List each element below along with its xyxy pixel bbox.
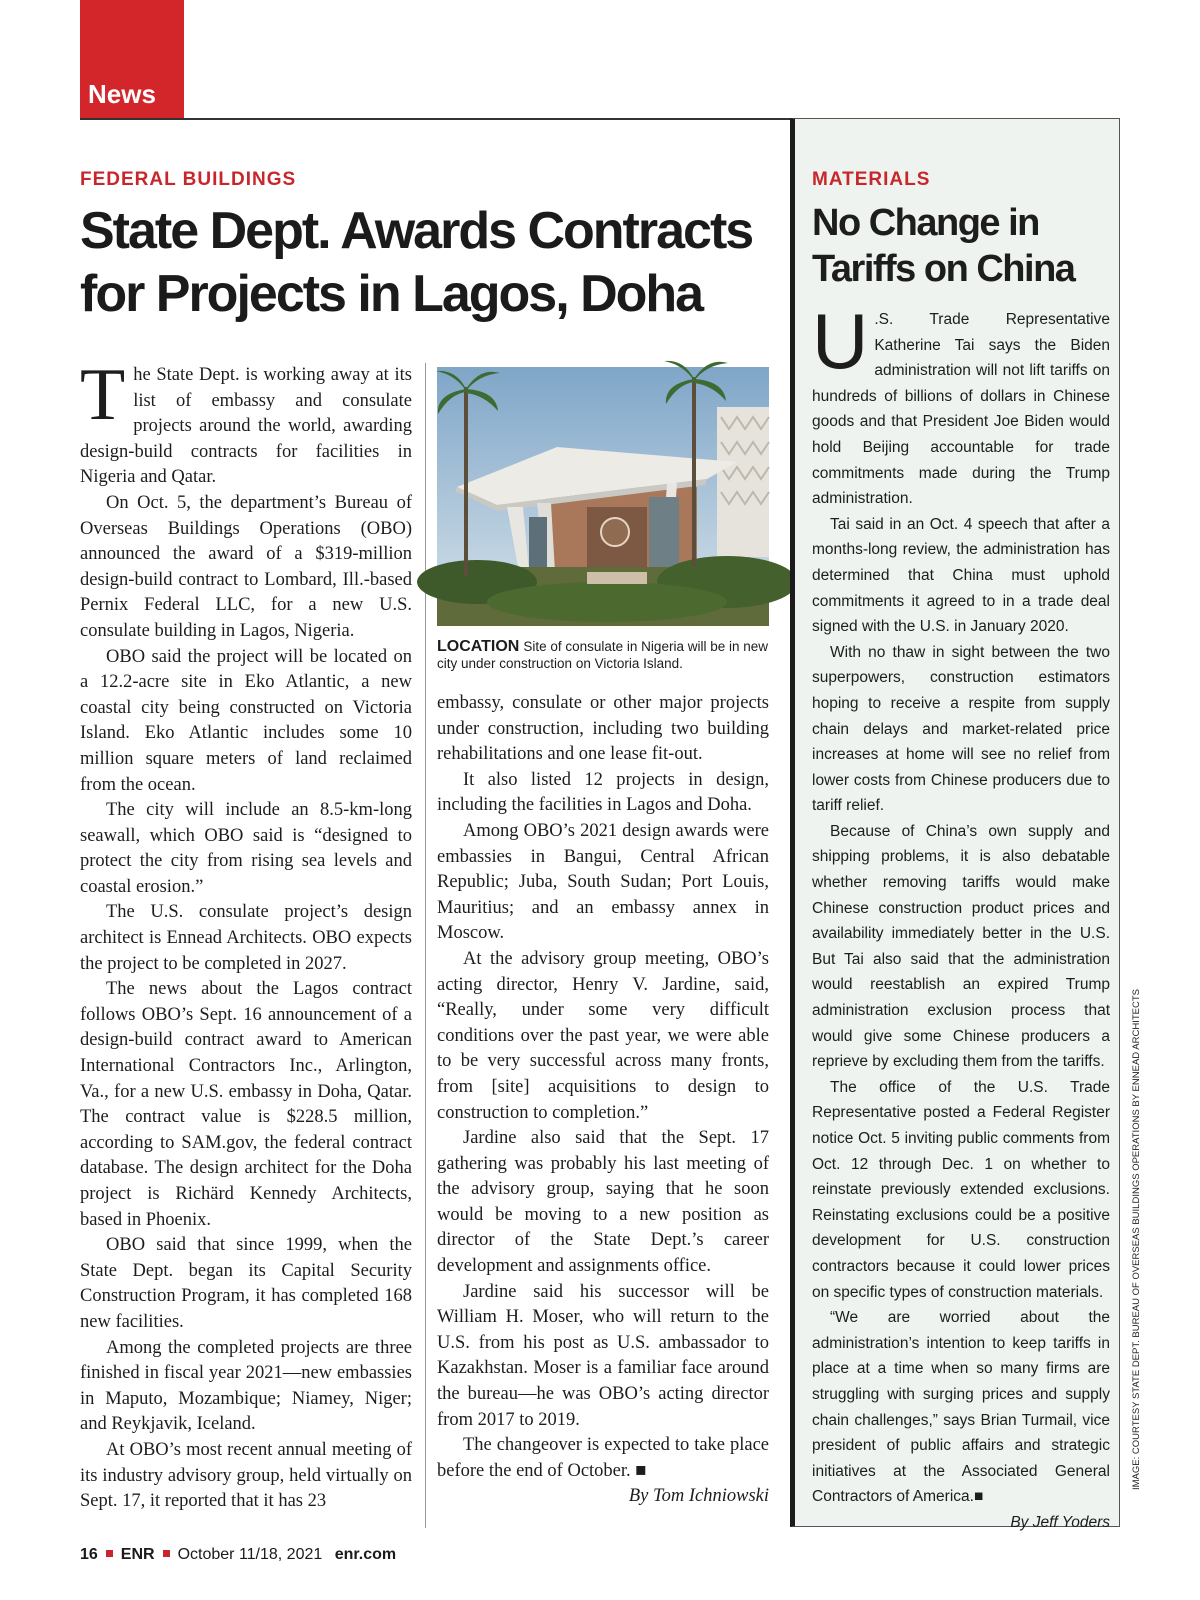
image-credit bbox=[1131, 989, 1143, 1490]
section-tab bbox=[80, 0, 184, 118]
main-byline: By Tom Ichniowski bbox=[628, 1486, 769, 1507]
dropcap: T bbox=[80, 354, 126, 436]
article-paragraph: At OBO’s most recent annual meeting of its industry advisory group, held virtually on Sept. 17, it reported that it has 23 bbox=[80, 1439, 412, 1512]
sidebar-paragraph: The office of the U.S. Trade Representative posted a Federal Register notice Oct. 5 inviting public comments from Oct. 12 through Dec. 1 on whether to reinstate previously extended exclusions. Reinstating exclusions could be a positive development for U.S. construction contractors because it could lower prices on specific types of construction materials. bbox=[812, 1078, 1110, 1301]
sidebar-byline: By Jeff Yoders bbox=[1010, 1513, 1110, 1531]
consulate-rendering-photo bbox=[437, 367, 769, 626]
page-number: 16 bbox=[80, 1546, 98, 1563]
article-paragraph: OBO said that since 1999, when the State Dept. began its Capital Security Construction Program, it has completed 168 new facilities. bbox=[80, 1235, 412, 1332]
sidebar-headline: No Change in Tariffs on China bbox=[812, 202, 1075, 290]
website-link[interactable]: enr.com bbox=[334, 1546, 397, 1563]
article-paragraph: The news about the Lagos contract follows OBO’s Sept. 16 announcement of a design-build contract award to American International Contractors Inc., Arlington, Va., for a new U.S. embassy in Doha, Qatar. The contract value is $228.5 million, according to SAM.gov, the federal contract database. The design architect for the Doha project is Richärd Kennedy Architects, based in Phoenix. bbox=[80, 979, 412, 1230]
article-paragraph: Among the completed projects are three finished in fiscal year 2021—new embassies in Maputo, Mozambique; Niamey, Niger; and Reykjavik, Iceland. bbox=[80, 1337, 412, 1435]
folio-separator bbox=[106, 1550, 113, 1557]
section-tab-label: News bbox=[88, 79, 156, 109]
issue-date: October 11/18, 2021 bbox=[177, 1546, 323, 1563]
main-kicker: FEDERAL BUILDINGS bbox=[80, 169, 297, 190]
article-column-2 bbox=[437, 691, 769, 1534]
article-column-1 bbox=[80, 354, 412, 1528]
article-paragraph: At the advisory group meeting, OBO’s acting director, Henry V. Jardine, said, “Really, under some very difficult conditions over the past year, we were able to be very successful across many fronts, from [site] acquisitions to design to construction to completion.” bbox=[437, 948, 769, 1123]
image-credit-text: IMAGE: COURTESY STATE DEPT. BUREAU OF OVERSEAS BUILDINGS OPERATIONS BY ENNEAD ARCHITECTS bbox=[1131, 989, 1142, 1490]
article-paragraph: The city will include an 8.5-km-long seawall, which OBO said is “designed to protect the city from rising sea levels and coastal erosion.” bbox=[80, 800, 412, 897]
article-paragraph: Among OBO’s 2021 design awards were embassies in Bangui, Central African Republic; Juba, South Sudan; Port Louis, Mauritius; and an embassy annex in Moscow. bbox=[437, 820, 769, 944]
article-paragraph: Jardine also said that the Sept. 17 gathering was probably his last meeting of the advisory group, saying that he soon would be moving to a new position as director of the State Dept.’s career development and assignments office. bbox=[437, 1128, 769, 1277]
sidebar-paragraph: Tai said in an Oct. 4 speech that after a months-long review, the administration has determined that China must uphold commitments it agreed to in a trade deal signed with the U.S. in January 2020. bbox=[812, 515, 1110, 636]
sidebar-paragraph: Because of China’s own supply and shipping problems, it is also debatable whether removing tariffs would make Chinese construction product prices and availability immediately better in the U.S. But Tai also said that the administration would reestablish an expired Trump administration exclusion process that would give some Chinese producers a reprieve by excluding them from the tariffs. bbox=[812, 822, 1110, 1071]
article-paragraph: On Oct. 5, the department’s Bureau of Overseas Buildings Operations (OBO) announced the award of a $319-million design-build contract to Lombard, Ill.-based Pernix Federal LLC, for a new U.S. consulate building in Lagos, Nigeria. bbox=[80, 492, 412, 641]
sidebar-dropcap: U bbox=[812, 297, 869, 385]
article-paragraph: OBO said the project will be located on a 12.2-acre site in Eko Atlantic, a new coastal city being constructed on Victoria Island. Eko Atlantic includes some 10 million square meters of land reclaimed from the ocean. bbox=[80, 646, 412, 795]
photo-caption bbox=[437, 638, 777, 672]
sidebar-column bbox=[812, 297, 1110, 1531]
page-folio bbox=[80, 1546, 396, 1564]
article-paragraph: It also listed 12 projects in design, including the facilities in Lagos and Doha. bbox=[437, 769, 769, 816]
sidebar-paragraph: With no thaw in sight between the two superpowers, construction estimators hoping to receive a respite from supply chain delays and market-related price increases at home will see no relief from lower costs from Chinese producers due to tariff relief. bbox=[812, 643, 1110, 815]
photo-caption-text: Site of consulate in Nigeria will be in new city under construction on Victoria Island. bbox=[437, 639, 768, 671]
sidebar-paragraph: “We are worried about the administration’s intention to keep tariffs in place at a time when so many firms are struggling with surging prices and supply chain challenges,” says Brian Turmail, vice president of public affairs and strategic initiatives at the Associated General Contractors of America.■ bbox=[812, 1309, 1110, 1506]
article-paragraph: Jardine said his successor will be William H. Moser, who will return to the U.S. from his post as U.S. ambassador to Kazakhstan. Moser is a familiar face around the bureau—he was OBO’s acting director from 2017 to 2019. bbox=[437, 1281, 769, 1430]
sidebar-kicker: MATERIALS bbox=[812, 169, 931, 190]
article-paragraph: The U.S. consulate project’s design architect is Ennead Architects. OBO expects the project to be completed in 2027. bbox=[80, 902, 412, 974]
article-paragraph: The State Dept. is working away at its list of embassy and consulate projects around the world, awarding design-build contracts for facilities in Nigeria and Qatar. bbox=[80, 354, 412, 488]
column-divider bbox=[425, 363, 426, 1528]
article-paragraph: The changeover is expected to take place before the end of October. ■ bbox=[437, 1435, 769, 1481]
main-headline: State Dept. Awards Contracts for Projects in Lagos, Doha bbox=[80, 202, 753, 323]
sidebar-paragraph: U .S. Trade Representative Katherine Tai says the Biden administration will not lift tariffs on hundreds of billions of dollars in Chinese goods and that President Joe Biden would hold Beijing accountable for trade commitments made during the Trump administration. bbox=[812, 297, 1110, 508]
publication-name: ENR bbox=[120, 1546, 155, 1563]
photo-caption-label: LOCATION bbox=[437, 638, 520, 655]
folio-separator bbox=[163, 1550, 170, 1557]
article-paragraph: embassy, consulate or other major projects under construction, including two building rehabilitations and one lease fit-out. bbox=[437, 693, 769, 765]
